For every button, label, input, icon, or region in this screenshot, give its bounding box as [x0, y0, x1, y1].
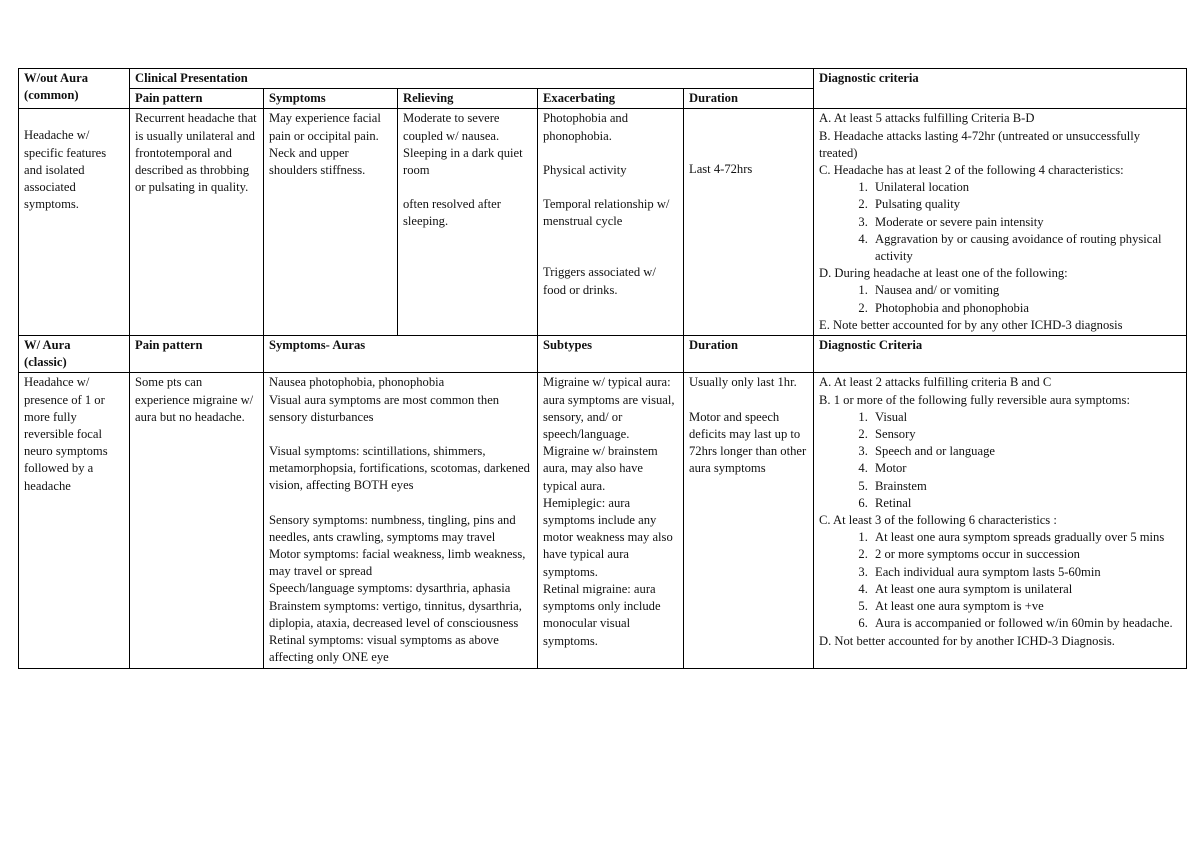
with-aura-diagnostic-header: Diagnostic Criteria	[814, 336, 1187, 373]
exacerbating-header: Exacerbating	[538, 89, 684, 109]
without-aura-title-cell	[19, 69, 130, 109]
clinical-presentation-header: Clinical Presentation	[130, 69, 814, 89]
with-aura-duration-header: Duration	[684, 336, 814, 373]
with-aura-subtypes: Migraine w/ typical aura: aura symptoms are visual, sensory, and/ or speech/language. Migraine w/ brainstem aura, may also have typical aura. Hemiplegic: aura symptoms include any motor weakness may also have typical aura symptoms. Retinal migraine: aura symptoms only include monocular visual symptoms.	[538, 373, 684, 668]
without-aura-duration: Last 4-72hrs	[684, 109, 814, 336]
without-aura-c-list	[819, 179, 1181, 265]
list-item: 5. At least one aura symptom is +ve	[871, 598, 1181, 615]
with-aura-pain-pattern: Some pts can experience migraine w/ aura but no headache.	[130, 373, 264, 668]
with-aura-symptoms: Nausea photophobia, phonophobia Visual aura symptoms are most common then sensory disturbances Visual symptoms: scintillations, shimmers, metamorphopsia, fortifications, scotomas, darkened vision, affecting BOTH eyes Sensory symptoms: numbness, tingling, pins and needles, ants crawling, symptoms may travel Motor symptoms: facial weakness, limb weakness, may travel or spread Speech/language symptoms: dysarthria, aphasia Brainstem symptoms: vertigo, tinnitus, dysarthria, diplopia, ataxia, decreased level of consciousness Retinal symptoms: visual symptoms as above affecting only ONE eye	[264, 373, 538, 668]
list-item: 3. Moderate or severe pain intensity	[871, 214, 1181, 231]
with-aura-content-row	[19, 373, 1187, 668]
with-aura-subtitle: (classic)	[24, 355, 67, 370]
without-aura-pain-pattern: Recurrent headache that is usually unilateral and frontotemporal and described as throbbing or pulsating in quality.	[130, 109, 264, 336]
without-aura-d-list	[819, 282, 1181, 316]
with-aura-criteria: A. At least 2 attacks fulfilling criteria B and C B. 1 or more of the following fully reversible aura symptoms: 1. Visual 2. Sensory 3. Speech and or language 4. Motor 5. Brainstem 6. Retinal C. At least 3 of the following 6 characteristics : 1. At least one aura symptom spreads gradually over 5 mins 2. 2 or more symptoms occur in succession 3. Each individual aura symptom lasts 5-60min 4. At least one aura symptom is unilateral 5. At least one aura symptom is +ve 6. Aura is accompanied or followed w/in 60min by headache. D. Not better accounted for by another ICHD-3 Diagnosis.	[814, 373, 1187, 668]
list-item: 2. Sensory	[871, 426, 1181, 443]
list-item: 2. 2 or more symptoms occur in succession	[871, 546, 1181, 563]
without-aura-description: Headache w/ specific features and isolated associated symptoms.	[19, 109, 130, 336]
list-item: 5. Brainstem	[871, 478, 1181, 495]
header-row-1a	[19, 69, 1187, 89]
without-aura-symptoms: May experience facial pain or occipital pain. Neck and upper shoulders stiffness.	[264, 109, 398, 336]
list-item: 6. Retinal	[871, 495, 1181, 512]
list-item: 3. Each individual aura symptom lasts 5-60min	[871, 564, 1181, 581]
list-item: 2. Photophobia and phonophobia	[871, 300, 1181, 317]
duration-header: Duration	[684, 89, 814, 109]
without-aura-title: W/out Aura	[24, 71, 89, 85]
pain-pattern-header: Pain pattern	[130, 89, 264, 109]
symptoms-header: Symptoms	[264, 89, 398, 109]
with-aura-b-list	[819, 409, 1181, 512]
with-aura-description: Headahce w/ presence of 1 or more fully reversible focal neuro symptoms followed by a headache	[19, 373, 130, 668]
with-aura-title: W/ Aura	[24, 338, 71, 353]
with-aura-title-cell	[19, 336, 130, 373]
without-aura-criteria: A. At least 5 attacks fulfilling Criteria B-D B. Headache attacks lasting 4-72hr (untreated or unsuccessfully treated) C. Headache has at least 2 of the following 4 characteristics: 1. Unilateral location 2. Pulsating quality 3. Moderate or severe pain intensity 4. Aggravation by or causing avoidance of routing physical activity D. During headache at least one of the following: 1. Nausea and/ or vomiting 2. Photophobia and phonophobia E. Note better accounted for by any other ICHD-3 diagnosis	[814, 109, 1187, 336]
with-aura-pain-pattern-header: Pain pattern	[130, 336, 264, 373]
list-item: 3. Speech and or language	[871, 443, 1181, 460]
diagnostic-criteria-header: Diagnostic criteria	[814, 69, 1187, 109]
without-aura-exacerbating: Photophobia and phonophobia. Physical activity Temporal relationship w/ menstrual cycle Triggers associated w/ food or drinks.	[538, 109, 684, 336]
migraine-table	[18, 68, 1187, 669]
list-item: 4. Motor	[871, 460, 1181, 477]
with-aura-subtypes-header: Subtypes	[538, 336, 684, 373]
list-item: 4. At least one aura symptom is unilateral	[871, 581, 1181, 598]
without-aura-content-row	[19, 109, 1187, 336]
list-item: 1. Unilateral location	[871, 179, 1181, 196]
with-aura-c-list	[819, 529, 1181, 632]
without-aura-subtitle: (common)	[24, 88, 79, 103]
list-item: 1. Visual	[871, 409, 1181, 426]
list-item: 1. Nausea and/ or vomiting	[871, 282, 1181, 299]
relieving-header: Relieving	[398, 89, 538, 109]
list-item: 6. Aura is accompanied or followed w/in 60min by headache.	[871, 615, 1181, 632]
header-row-2	[19, 336, 1187, 373]
with-aura-duration: Usually only last 1hr. Motor and speech deficits may last up to 72hrs longer than other aura symptoms	[684, 373, 814, 668]
without-aura-relieving: Moderate to severe coupled w/ nausea. Sleeping in a dark quiet room often resolved after sleeping.	[398, 109, 538, 336]
with-aura-symptoms-header: Symptoms- Auras	[264, 336, 538, 373]
list-item: 4. Aggravation by or causing avoidance of routing physical activity	[871, 231, 1181, 265]
list-item: 2. Pulsating quality	[871, 196, 1181, 213]
list-item: 1. At least one aura symptom spreads gradually over 5 mins	[871, 529, 1181, 546]
